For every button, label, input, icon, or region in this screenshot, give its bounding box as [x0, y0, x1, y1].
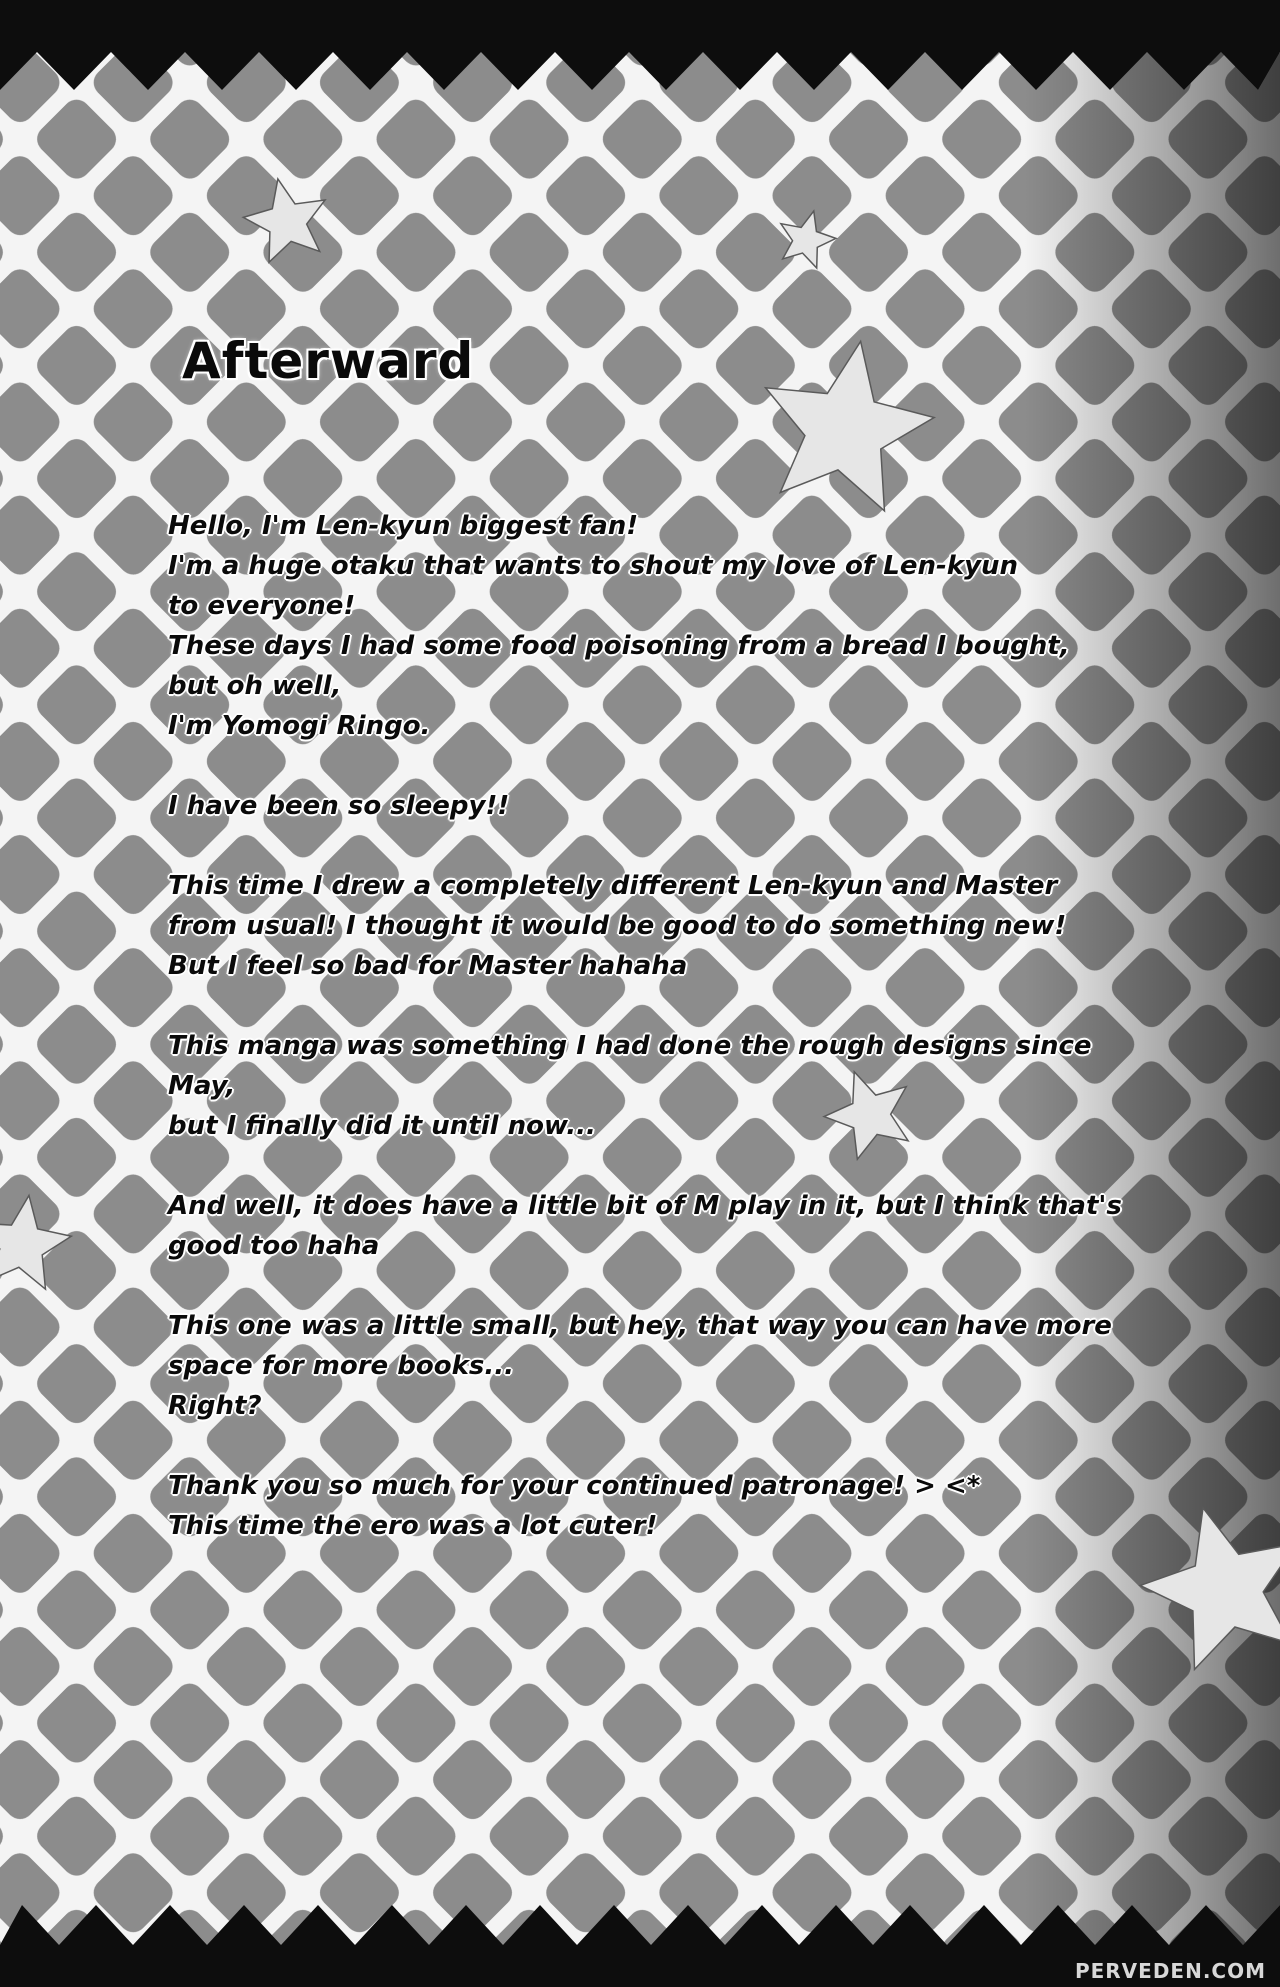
- text-line: These days I had some food poisoning from a bread I bought,: [168, 631, 1070, 661]
- text-line: good too haha: [168, 1231, 380, 1261]
- paragraph: [168, 786, 1118, 826]
- text-line: space for more books...: [168, 1351, 514, 1381]
- text-line: but oh well,: [168, 671, 342, 701]
- text-line: And well, it does have a little bit of M play in it, but I think that's: [168, 1191, 1122, 1221]
- paragraph: [168, 1466, 1118, 1546]
- paragraph: [168, 866, 1118, 986]
- text-line: to everyone!: [168, 591, 356, 621]
- text-line: I have been so sleepy!!: [168, 791, 510, 821]
- text-line: This manga was something I had done the rough designs since: [168, 1031, 1092, 1061]
- paragraph: [168, 1306, 1118, 1426]
- text-line: This one was a little small, but hey, that way you can have more: [168, 1311, 1112, 1341]
- page-title: Afterward: [182, 332, 475, 390]
- paragraph: [168, 1186, 1122, 1266]
- afterword-body: [168, 506, 1122, 1586]
- text-line: Hello, I'm Len-kyun biggest fan!: [168, 511, 639, 541]
- text-line: But I feel so bad for Master hahaha: [168, 951, 688, 981]
- text-line: Thank you so much for your continued patronage! > <*: [168, 1471, 981, 1501]
- text-line: but I finally did it until now...: [168, 1111, 596, 1141]
- text-line: This time the ero was a lot cuter!: [168, 1511, 658, 1541]
- text-line: I'm a huge otaku that wants to shout my love of Len-kyun: [168, 551, 1019, 581]
- text-line: May,: [168, 1071, 236, 1101]
- text-line: Right?: [168, 1391, 262, 1421]
- text-line: This time I drew a completely different Len-kyun and Master: [168, 871, 1058, 901]
- paragraph: [168, 1026, 1118, 1146]
- text-line: from usual! I thought it would be good to do something new!: [168, 911, 1067, 941]
- watermark: PERVEDEN.COM: [1074, 1959, 1266, 1983]
- text-line: I'm Yomogi Ringo.: [168, 711, 431, 741]
- paragraph: [168, 506, 1118, 746]
